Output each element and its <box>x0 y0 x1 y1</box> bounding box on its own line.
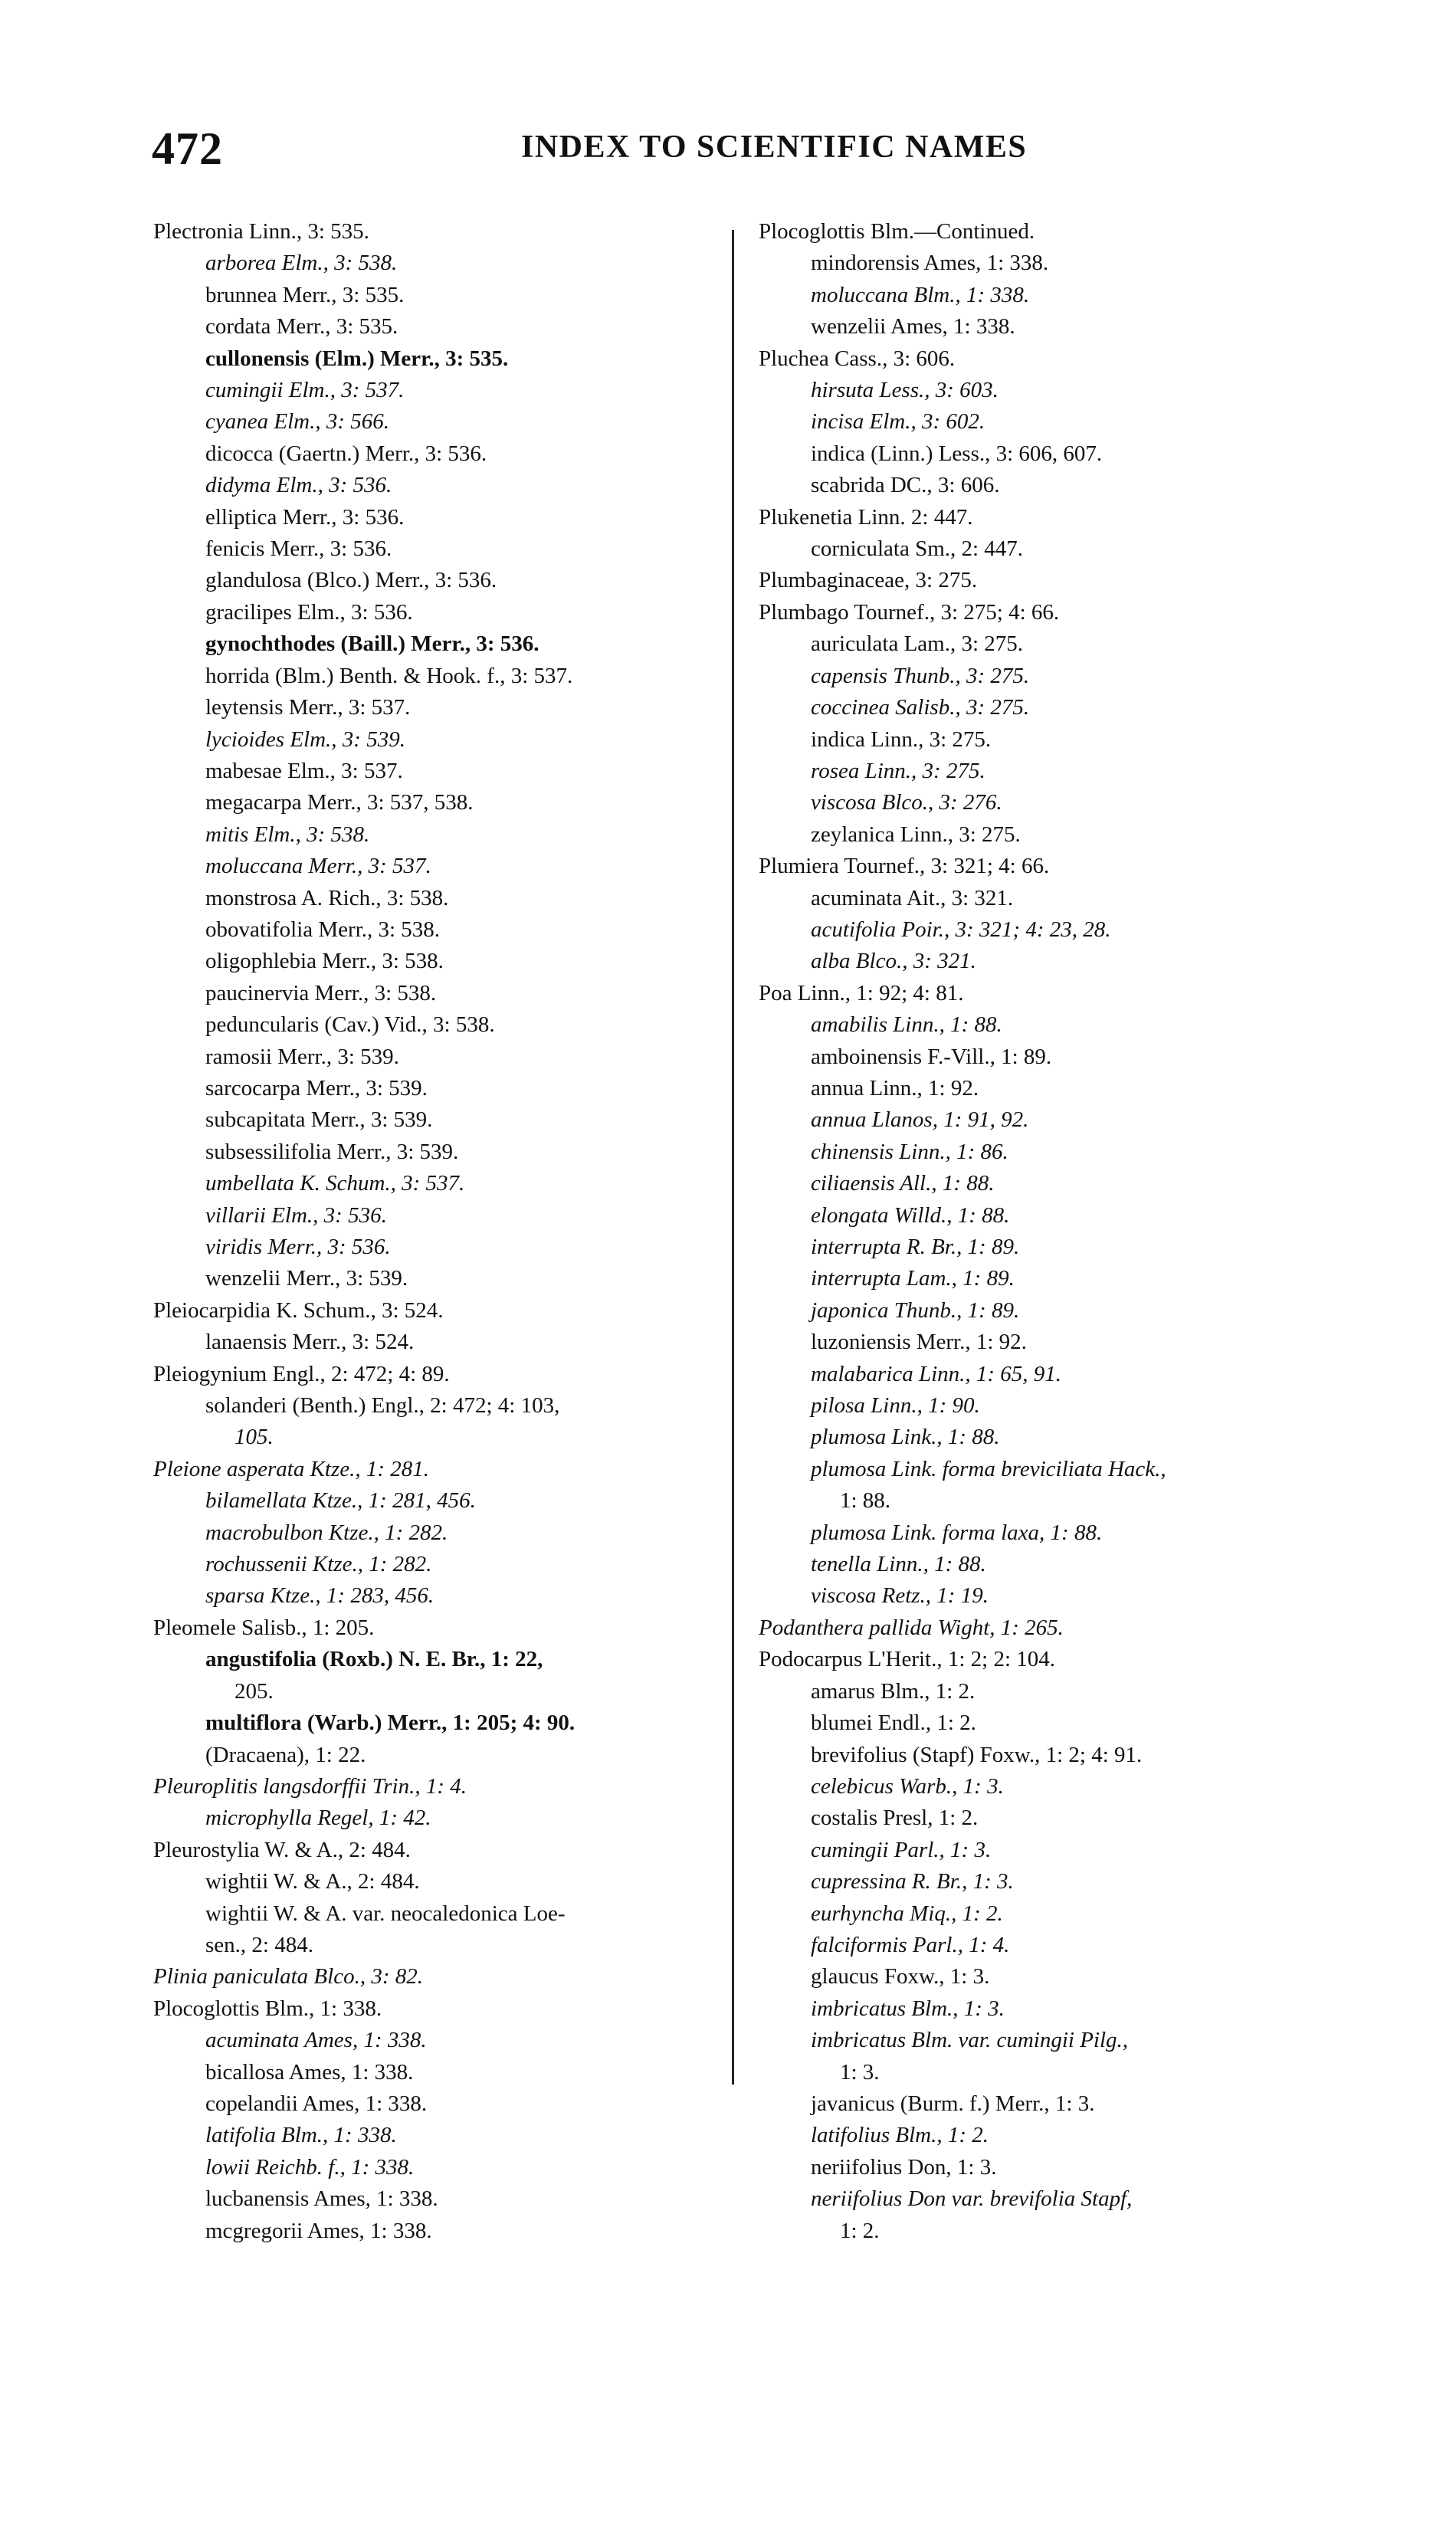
index-entry: cordata Merr., 3: 535. <box>205 314 398 339</box>
index-entry: chinensis Linn., 1: 86. <box>811 1139 1008 1164</box>
index-entry: javanicus (Burm. f.) Merr., 1: 3. <box>811 2091 1095 2116</box>
index-entry: capensis Thunb., 3: 275. <box>811 663 1030 688</box>
index-entry-heading: Plocoglottis Blm.—Continued. <box>759 219 1035 244</box>
index-entry-heading: Pleiocarpidia K. Schum., 3: 524. <box>153 1297 444 1323</box>
index-entry: bilamellata Ktze., 1: 281, 456. <box>205 1488 476 1514</box>
index-entry: pilosa Linn., 1: 90. <box>811 1393 980 1419</box>
index-entry-heading: Pleurostylia W. & A., 2: 484. <box>153 1837 411 1862</box>
index-entry: mabesae Elm., 3: 537. <box>205 758 403 783</box>
index-entry-heading: Plumiera Tournef., 3: 321; 4: 66. <box>759 854 1050 879</box>
index-entry: cumingii Elm., 3: 537. <box>205 378 405 403</box>
index-entry: didyma Elm., 3: 536. <box>205 473 392 498</box>
index-entry: costalis Presl, 1: 2. <box>811 1806 979 1831</box>
index-entry: latifolius Blm., 1: 2. <box>811 2123 989 2148</box>
running-head-title: INDEX TO SCIENTIFIC NAMES <box>521 130 1028 165</box>
index-entry: (Dracaena), 1: 22. <box>205 1742 366 1767</box>
index-entry: interrupta Lam., 1: 89. <box>811 1266 1015 1291</box>
index-entry-heading: Pleuroplitis langsdorffii Trin., 1: 4. <box>153 1773 467 1799</box>
index-entry: blumei Endl., 1: 2. <box>811 1711 976 1736</box>
index-entry: mcgregorii Ames, 1: 338. <box>205 2218 432 2243</box>
index-entry: horrida (Blm.) Benth. & Hook. f., 3: 537. <box>205 663 573 688</box>
index-entry-heading: Plocoglottis Blm., 1: 338. <box>153 1996 382 2021</box>
index-entry: bicallosa Ames, 1: 338. <box>205 2059 414 2085</box>
index-entry: plumosa Link. forma laxa, 1: 88. <box>811 1520 1103 1545</box>
index-entry: dicocca (Gaertn.) Merr., 3: 536. <box>205 441 487 466</box>
index-entry-heading: Pluchea Cass., 3: 606. <box>759 346 956 371</box>
index-entry: neriifolius Don, 1: 3. <box>811 2154 997 2180</box>
index-entry: 1: 2. <box>840 2218 880 2243</box>
index-entry: imbricatus Blm. var. cumingii Pilg., <box>811 2028 1129 2053</box>
index-entry: corniculata Sm., 2: 447. <box>811 536 1024 562</box>
index-entry: rosea Linn., 3: 275. <box>811 758 985 783</box>
index-entry-heading: Podanthera pallida Wight, 1: 265. <box>759 1615 1064 1640</box>
index-entry: celebicus Warb., 1: 3. <box>811 1773 1004 1799</box>
index-entry-heading: Plumbaginaceae, 3: 275. <box>759 568 978 593</box>
column-divider <box>732 230 734 2085</box>
index-entry: annua Llanos, 1: 91, 92. <box>811 1107 1029 1133</box>
index-entry: macrobulbon Ktze., 1: 282. <box>205 1520 448 1545</box>
index-entry: ciliaensis All., 1: 88. <box>811 1171 995 1196</box>
index-entry-heading: Pleione asperata Ktze., 1: 281. <box>153 1456 430 1481</box>
index-entry: rochussenii Ktze., 1: 282. <box>205 1552 432 1577</box>
index-entry: 205. <box>234 1678 274 1704</box>
index-entry: monstrosa A. Rich., 3: 538. <box>205 885 449 910</box>
index-entry: hirsuta Less., 3: 603. <box>811 378 999 403</box>
index-entry: cupressina R. Br., 1: 3. <box>811 1869 1014 1894</box>
index-entry: zeylanica Linn., 3: 275. <box>811 822 1021 847</box>
index-entry: copelandii Ames, 1: 338. <box>205 2091 428 2116</box>
index-entry: amboinensis F.-Vill., 1: 89. <box>811 1044 1052 1069</box>
index-entry: amabilis Linn., 1: 88. <box>811 1012 1002 1038</box>
index-entry: imbricatus Blm., 1: 3. <box>811 1996 1005 2021</box>
index-entry: 105. <box>234 1425 274 1450</box>
index-entry: moluccana Merr., 3: 537. <box>205 854 431 879</box>
index-entry: luzoniensis Merr., 1: 92. <box>811 1330 1027 1355</box>
index-entry: sen., 2: 484. <box>205 1932 313 1957</box>
right-index-column <box>759 216 1372 2247</box>
index-entry: plumosa Link. forma breviciliata Hack., <box>811 1456 1166 1481</box>
index-entry: lanaensis Merr., 3: 524. <box>205 1330 415 1355</box>
index-entry: neriifolius Don var. brevifolia Stapf, <box>811 2186 1133 2212</box>
index-entry: cumingii Parl., 1: 3. <box>811 1837 992 1862</box>
index-entry: moluccana Blm., 1: 338. <box>811 282 1030 307</box>
page-number: 472 <box>152 123 223 174</box>
index-entry: coccinea Salisb., 3: 275. <box>811 695 1030 720</box>
index-entry: alba Blco., 3: 321. <box>811 949 976 974</box>
index-entry: viscosa Blco., 3: 276. <box>811 790 1002 815</box>
index-entry: cullonensis (Elm.) Merr., 3: 535. <box>205 346 509 371</box>
index-entry: plumosa Link., 1: 88. <box>811 1425 1000 1450</box>
index-entry: obovatifolia Merr., 3: 538. <box>205 917 441 942</box>
index-entry: paucinervia Merr., 3: 538. <box>205 980 437 1005</box>
index-entry: glandulosa (Blco.) Merr., 3: 536. <box>205 568 497 593</box>
index-entry: microphylla Regel, 1: 42. <box>205 1806 431 1831</box>
index-entry: gracilipes Elm., 3: 536. <box>205 599 413 625</box>
index-entry: fenicis Merr., 3: 536. <box>205 536 392 562</box>
left-index-column <box>153 216 736 2247</box>
index-entry: tenella Linn., 1: 88. <box>811 1552 986 1577</box>
index-entry-heading: Plectronia Linn., 3: 535. <box>153 219 369 244</box>
index-entry: sparsa Ktze., 1: 283, 456. <box>205 1583 435 1609</box>
index-entry: oligophlebia Merr., 3: 538. <box>205 949 444 974</box>
index-entry: subsessilifolia Merr., 3: 539. <box>205 1139 459 1164</box>
index-entry: multiflora (Warb.) Merr., 1: 205; 4: 90. <box>205 1711 576 1736</box>
index-entry: arborea Elm., 3: 538. <box>205 251 398 276</box>
index-entry: viscosa Retz., 1: 19. <box>811 1583 989 1609</box>
index-entry: acutifolia Poir., 3: 321; 4: 23, 28. <box>811 917 1111 942</box>
index-entry: elliptica Merr., 3: 536. <box>205 504 405 530</box>
index-entry: wightii W. & A. var. neocaledonica Loe- <box>205 1901 566 1926</box>
index-entry: amarus Blm., 1: 2. <box>811 1678 976 1704</box>
index-entry-heading: Podocarpus L'Herit., 1: 2; 2: 104. <box>759 1647 1056 1672</box>
index-entry: solanderi (Benth.) Engl., 2: 472; 4: 103, <box>205 1393 560 1419</box>
index-entry: interrupta R. Br., 1: 89. <box>811 1235 1020 1259</box>
index-entry: eurhyncha Miq., 1: 2. <box>811 1901 1003 1926</box>
index-entry: lycioides Elm., 3: 539. <box>205 727 405 752</box>
index-entry: malabarica Linn., 1: 65, 91. <box>811 1361 1062 1386</box>
index-entry-heading: Plumbago Tournef., 3: 275; 4: 66. <box>759 599 1060 625</box>
index-entry: latifolia Blm., 1: 338. <box>205 2123 397 2148</box>
index-entry: scabrida DC., 3: 606. <box>811 473 1000 498</box>
index-entry: sarcocarpa Merr., 3: 539. <box>205 1075 428 1100</box>
index-entry: wightii W. & A., 2: 484. <box>205 1869 420 1894</box>
index-entry: peduncularis (Cav.) Vid., 3: 538. <box>205 1012 495 1038</box>
index-entry-heading: Pleiogynium Engl., 2: 472; 4: 89. <box>153 1361 450 1386</box>
index-entry: indica Linn., 3: 275. <box>811 727 992 752</box>
index-entry: auriculata Lam., 3: 275. <box>811 631 1024 657</box>
index-entry: cyanea Elm., 3: 566. <box>205 409 389 435</box>
index-entry: wenzelii Ames, 1: 338. <box>811 314 1015 339</box>
index-entry: ramosii Merr., 3: 539. <box>205 1044 399 1069</box>
index-entry: viridis Merr., 3: 536. <box>205 1235 391 1259</box>
index-entry-heading: Pleomele Salisb., 1: 205. <box>153 1615 375 1640</box>
index-entry: brevifolius (Stapf) Foxw., 1: 2; 4: 91. <box>811 1742 1143 1767</box>
index-entry: falciformis Parl., 1: 4. <box>811 1932 1010 1957</box>
index-entry: gynochthodes (Baill.) Merr., 3: 536. <box>205 631 539 657</box>
index-entry: glaucus Foxw., 1: 3. <box>811 1964 990 1989</box>
index-entry: japonica Thunb., 1: 89. <box>811 1297 1020 1323</box>
index-entry: mitis Elm., 3: 538. <box>205 822 370 847</box>
index-entry: lowii Reichb. f., 1: 338. <box>205 2154 415 2180</box>
index-entry: indica (Linn.) Less., 3: 606, 607. <box>811 441 1103 466</box>
index-entry: incisa Elm., 3: 602. <box>811 409 985 435</box>
index-entry: annua Linn., 1: 92. <box>811 1075 979 1100</box>
index-entry: elongata Willd., 1: 88. <box>811 1202 1010 1228</box>
index-entry: lucbanensis Ames, 1: 338. <box>205 2186 438 2212</box>
index-entry: acuminata Ait., 3: 321. <box>811 885 1014 910</box>
index-entry-heading: Plukenetia Linn. 2: 447. <box>759 504 973 530</box>
index-entry: mindorensis Ames, 1: 338. <box>811 251 1049 276</box>
index-entry: subcapitata Merr., 3: 539. <box>205 1107 433 1133</box>
index-entry: acuminata Ames, 1: 338. <box>205 2028 427 2053</box>
index-entry: villarii Elm., 3: 536. <box>205 1202 387 1228</box>
index-entry: wenzelii Merr., 3: 539. <box>205 1266 408 1291</box>
index-entry: brunnea Merr., 3: 535. <box>205 282 405 307</box>
index-entry: umbellata K. Schum., 3: 537. <box>205 1171 465 1196</box>
index-entry: angustifolia (Roxb.) N. E. Br., 1: 22, <box>205 1647 543 1672</box>
index-entry: megacarpa Merr., 3: 537, 538. <box>205 790 474 815</box>
index-entry: leytensis Merr., 3: 537. <box>205 695 411 720</box>
index-entry: 1: 3. <box>840 2059 880 2085</box>
index-entry: 1: 88. <box>840 1488 891 1514</box>
index-entry-heading: Poa Linn., 1: 92; 4: 81. <box>759 980 964 1005</box>
index-entry-heading: Plinia paniculata Blco., 3: 82. <box>153 1964 423 1989</box>
